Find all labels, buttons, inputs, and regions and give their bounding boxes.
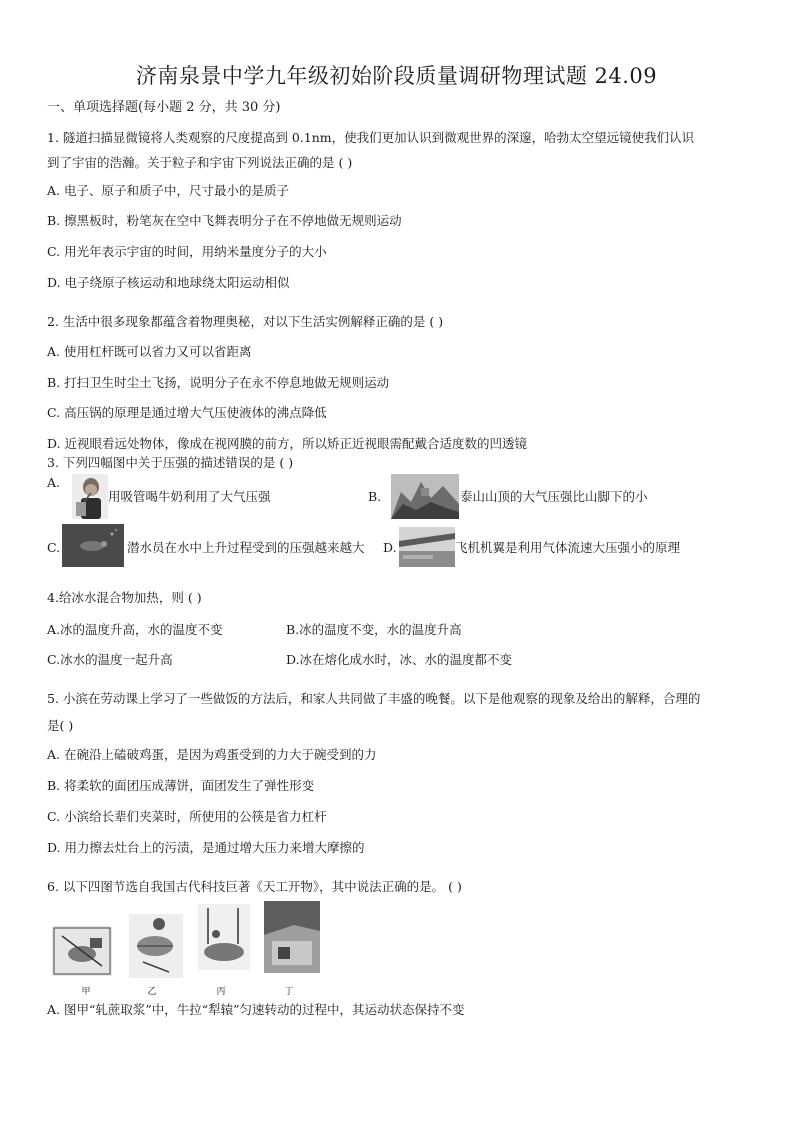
q3-option-b-text: 泰山山顶的大气压强比山脚下的小: [460, 489, 648, 504]
q1-option-a: A. 电子、原子和质子中，尺寸最小的是质子: [47, 183, 289, 198]
q5-option-b: B. 将柔软的面团压成薄饼，面团发生了弹性形变: [47, 778, 315, 793]
q1-option-b: B. 擦黑板时，粉笔灰在空中飞舞表明分子在不停地做无规则运动: [47, 213, 402, 228]
page-title: 济南泉景中学九年级初始阶段质量调研物理试题 24.09: [135, 64, 658, 88]
q5-stem-line2: 是( ): [47, 718, 74, 733]
q5-option-a: A. 在碗沿上磕破鸡蛋，是因为鸡蛋受到的力大于碗受到的力: [47, 747, 377, 762]
q5-stem-line1: 5. 小滨在劳动课上学习了一些做饭的方法后，和家人共同做了丰盛的晚餐。以下是他观察的现象及给出的解释，合理的: [47, 691, 701, 706]
illustration-yi: [129, 914, 183, 978]
q3-letter-c: C.: [47, 540, 61, 555]
q2-option-a: A. 使用杠杆既可以省力又可以省距离: [47, 344, 252, 359]
q1-option-d: D. 电子绕原子核运动和地球绕太阳运动相似: [47, 275, 290, 290]
q5-option-c: C. 小滨给长辈们夹菜时，所使用的公筷是省力杠杆: [47, 809, 327, 824]
q3-stem: 3. 下列四幅图中关于压强的描述错误的是 ( ): [47, 455, 294, 470]
q1-option-c: C. 用光年表示宇宙的时间，用纳米量度分子的大小: [47, 244, 327, 259]
caption-yi: 乙: [147, 987, 157, 997]
milk-straw-photo: [72, 474, 108, 519]
q2-option-c: C. 高压锅的原理是通过增大气压使液体的沸点降低: [47, 405, 327, 420]
q4-option-a: A.冰的温度升高，水的温度不变: [47, 622, 223, 637]
illustration-bing: [198, 904, 250, 970]
q2-option-b: B. 打扫卫生时尘土飞扬，说明分子在永不停息地做无规则运动: [47, 375, 390, 390]
caption-jia: 甲: [81, 987, 91, 997]
mount-tai-photo: [391, 474, 459, 519]
q2-option-d: D. 近视眼看远处物体，像成在视网膜的前方，所以矫正近视眼需配戴合适度数的凹透镜: [47, 436, 528, 451]
q3-option-d-text: 飞机机翼是利用气体流速大压强小的原理: [455, 540, 681, 555]
q4-option-c: C.冰水的温度一起升高: [47, 652, 173, 667]
q2-stem: 2. 生活中很多现象都蕴含着物理奥秘，对以下生活实例解释正确的是 ( ): [47, 314, 444, 329]
q5-option-d: D. 用力擦去灶台上的污渍，是通过增大压力来增大摩擦的: [47, 840, 365, 855]
q4-stem: 4.给冰水混合物加热，则 ( ): [47, 590, 202, 605]
q6-stem: 6. 以下四图节选自我国古代科技巨著《天工开物》，其中说法正确的是。 ( ): [47, 879, 462, 894]
q3-option-a-text: 用吸管喝牛奶利用了大气压强: [108, 489, 271, 504]
q3-option-c-text: 潜水员在水中上升过程受到的压强越来越大: [127, 540, 365, 555]
q4-option-d: D.冰在熔化成水时，冰、水的温度都不变: [286, 652, 513, 667]
airplane-wing-photo: [399, 527, 455, 567]
illustration-ding: [264, 901, 320, 973]
caption-ding: 丁: [284, 987, 294, 997]
diver-photo: [62, 524, 124, 567]
q3-letter-d: D.: [383, 540, 397, 555]
section-heading: 一、单项选择题(每小题 2 分，共 30 分): [47, 100, 281, 115]
illustration-jia: [52, 926, 112, 976]
caption-bing: 丙: [216, 987, 226, 997]
q3-letter-a: A.: [47, 475, 61, 490]
q1-stem-line1: 1. 隧道扫描显微镜将人类观察的尺度提高到 0.1nm，使我们更加认识到微观世界的深邃，哈勃太空望远镜使我们认识: [47, 130, 695, 145]
q3-letter-b: B.: [368, 489, 382, 504]
q4-option-b: B.冰的温度不变，水的温度升高: [286, 622, 462, 637]
q1-stem-line2: 到了宇宙的浩瀚。关于粒子和宇宙下列说法正确的是 ( ): [47, 155, 353, 170]
q6-option-a: A. 图甲“轧蔗取浆”中，牛拉“犁辕”匀速转动的过程中，其运动状态保持不变: [47, 1002, 465, 1017]
